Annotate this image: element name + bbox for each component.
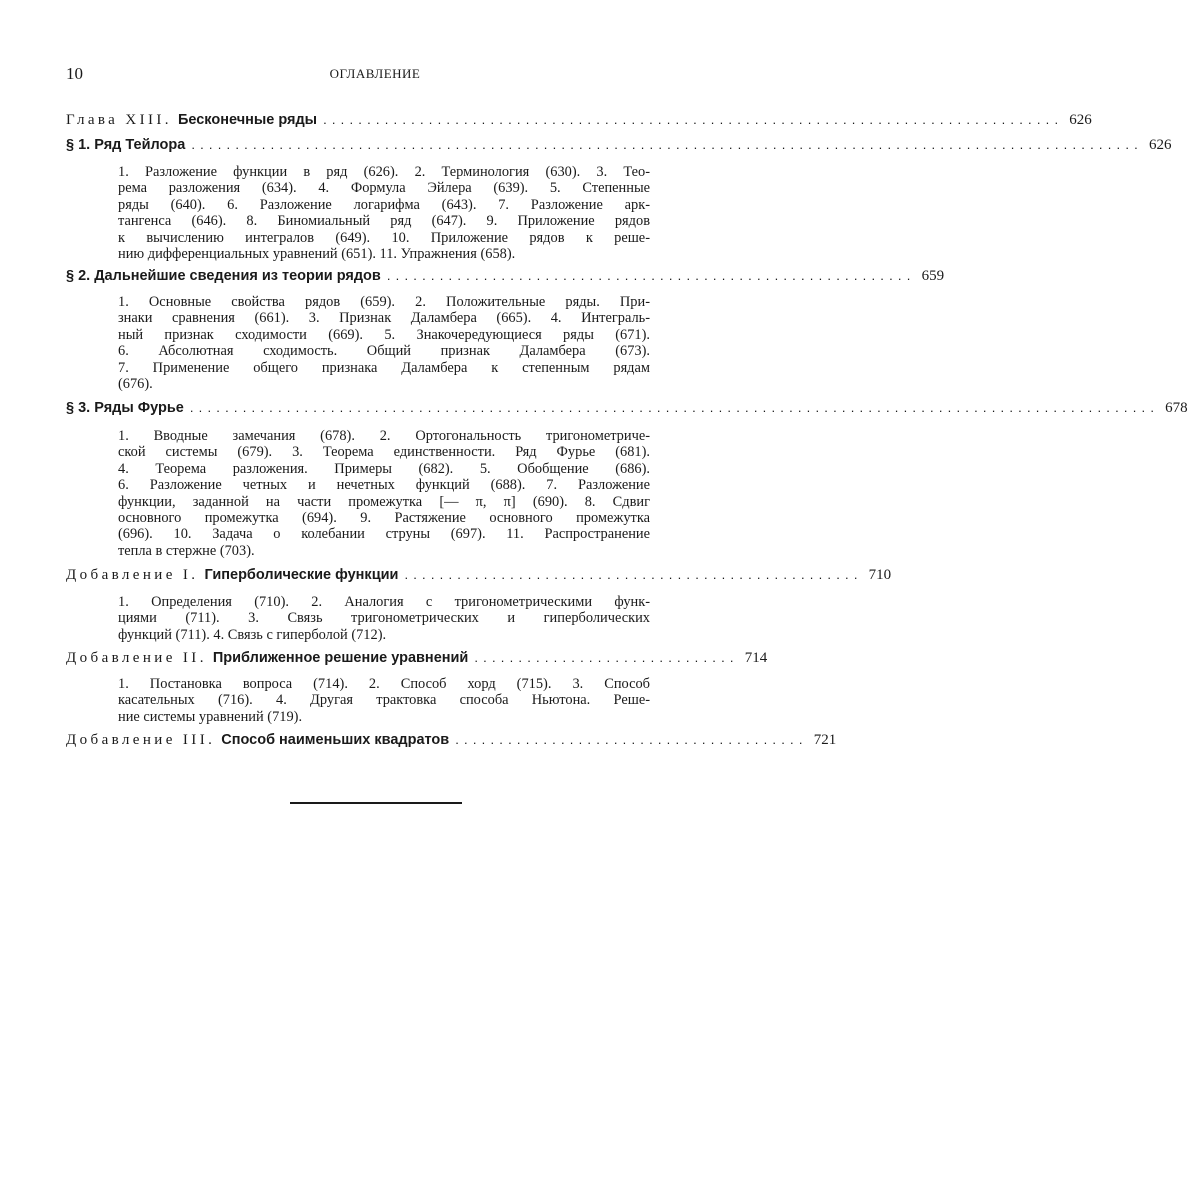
page-header xyxy=(66,64,684,86)
contents-line: ряды (640). 6. Разложение логарифма (643). 7. Разложение арк- xyxy=(118,196,650,213)
section-1-contents xyxy=(118,164,650,262)
appendix-page: 710 xyxy=(868,567,892,583)
appendix-title: Способ наименьших квадратов xyxy=(221,732,450,748)
contents-line: функции, заданной на части промежутка [— π, π] (690). 8. Сдвиг xyxy=(118,493,650,510)
contents-line: 1. Постановка вопроса (714). 2. Способ хорд (715). 3. Способ xyxy=(118,676,650,692)
contents-line: рема разложения (634). 4. Формула Эйлера (639). 5. Степенные xyxy=(118,180,650,197)
contents-line: 1. Вводные замечания (678). 2. Ортогональность тригонометриче- xyxy=(118,428,650,444)
contents-line: знаки сравнения (661). 3. Признак Даламбера (665). 4. Интеграль- xyxy=(118,310,650,327)
toc-entry-appendix-2[interactable] xyxy=(66,650,768,672)
contents-line: 4. Теорема разложения. Примеры (682). 5. Обобщение (686). xyxy=(118,460,650,477)
appendix-title: Приближенное решение уравнений xyxy=(212,650,469,666)
section-2-contents xyxy=(118,294,650,392)
appendix-page: 721 xyxy=(813,732,837,748)
section-page: 659 xyxy=(921,268,945,284)
toc-entry-chapter-13[interactable] xyxy=(66,112,1092,134)
dot-leader: .................................................................................... xyxy=(323,112,1064,127)
contents-line: 1. Разложение функции в ряд (626). 2. Терминология (630). 3. Тео- xyxy=(118,164,650,180)
contents-line: ской системы (679). 3. Теорема единственности. Ряд Фурье (681). xyxy=(118,444,650,461)
contents-line: касательных (716). 4. Другая трактовка способа Ньютона. Реше- xyxy=(118,692,650,709)
contents-line: 6. Разложение четных и нечетных функций (688). 7. Разложение xyxy=(118,477,650,494)
appendix-prefix: Добавление II. xyxy=(66,650,207,666)
section-title: § 1. Ряд Тейлора xyxy=(66,137,186,153)
contents-line: 6. Абсолютная сходимость. Общий признак Даламбера (673). xyxy=(118,343,650,360)
contents-line: тепла в стержне (703). xyxy=(118,542,255,559)
dot-leader: ............................................................ xyxy=(386,268,916,283)
section-3-contents xyxy=(118,428,650,559)
appendix-page: 714 xyxy=(744,650,768,666)
contents-line: (676). xyxy=(118,375,153,392)
toc-entry-section-3[interactable] xyxy=(66,400,1188,422)
running-title: ОГЛАВЛЕНИЕ xyxy=(329,66,421,81)
dot-leader: ............................................................................................................ xyxy=(191,137,1143,152)
contents-line: основного промежутка (694). 9. Растяжение основного промежутка xyxy=(118,509,650,526)
contents-line: циями (711). 3. Связь тригонометрических и гиперболических xyxy=(118,610,650,627)
dot-leader: .................................................... xyxy=(404,567,863,582)
dot-leader: ........................................ xyxy=(455,732,808,747)
chapter-title: Бесконечные ряды xyxy=(177,112,318,128)
dot-leader: .............................................................................................................. xyxy=(189,400,1160,415)
contents-line: к вычислению интегралов (649). 10. Приложение рядов к реше- xyxy=(118,229,650,246)
contents-line: 1. Основные свойства рядов (659). 2. Положительные ряды. При- xyxy=(118,294,650,310)
appendix-2-contents xyxy=(118,676,650,725)
section-page: 678 xyxy=(1165,400,1188,416)
appendix-prefix: Добавление III. xyxy=(66,732,216,748)
contents-line: нию дифференциальных уравнений (651). 11. Упражнения (658). xyxy=(118,245,516,262)
toc-entry-appendix-1[interactable] xyxy=(66,567,892,589)
appendix-1-contents xyxy=(118,594,650,643)
contents-line: функций (711). 4. Связь с гиперболой (712). xyxy=(118,626,387,643)
end-rule xyxy=(290,802,462,804)
chapter-page: 626 xyxy=(1069,112,1092,128)
contents-line: тангенса (646). 8. Биномиальный ряд (647). 9. Приложение рядов xyxy=(118,213,650,230)
page-number: 10 xyxy=(66,64,83,83)
contents-line: ный признак сходимости (669). 5. Знакочередующиеся ряды (671). xyxy=(118,326,650,343)
contents-line: (696). 10. Задача о колебании струны (697). 11. Распространение xyxy=(118,526,650,543)
chapter-prefix: Глава XIII. xyxy=(66,112,172,128)
appendix-title: Гиперболические функции xyxy=(204,567,399,583)
section-title: § 2. Дальнейшие сведения из теории рядов xyxy=(66,268,381,284)
contents-line: 1. Определения (710). 2. Аналогия с тригонометрическими функ- xyxy=(118,594,650,610)
toc-entry-section-2[interactable] xyxy=(66,268,945,290)
section-page: 626 xyxy=(1149,137,1172,153)
contents-line: ние системы уравнений (719). xyxy=(118,708,303,725)
toc-entry-appendix-3[interactable] xyxy=(66,732,837,754)
dot-leader: .............................. xyxy=(474,650,739,665)
contents-line: 7. Применение общего признака Даламбера к степенным рядам xyxy=(118,359,650,376)
appendix-prefix: Добавление I. xyxy=(66,567,199,583)
toc-entry-section-1[interactable] xyxy=(66,137,1172,159)
section-title: § 3. Ряды Фурье xyxy=(66,400,184,416)
